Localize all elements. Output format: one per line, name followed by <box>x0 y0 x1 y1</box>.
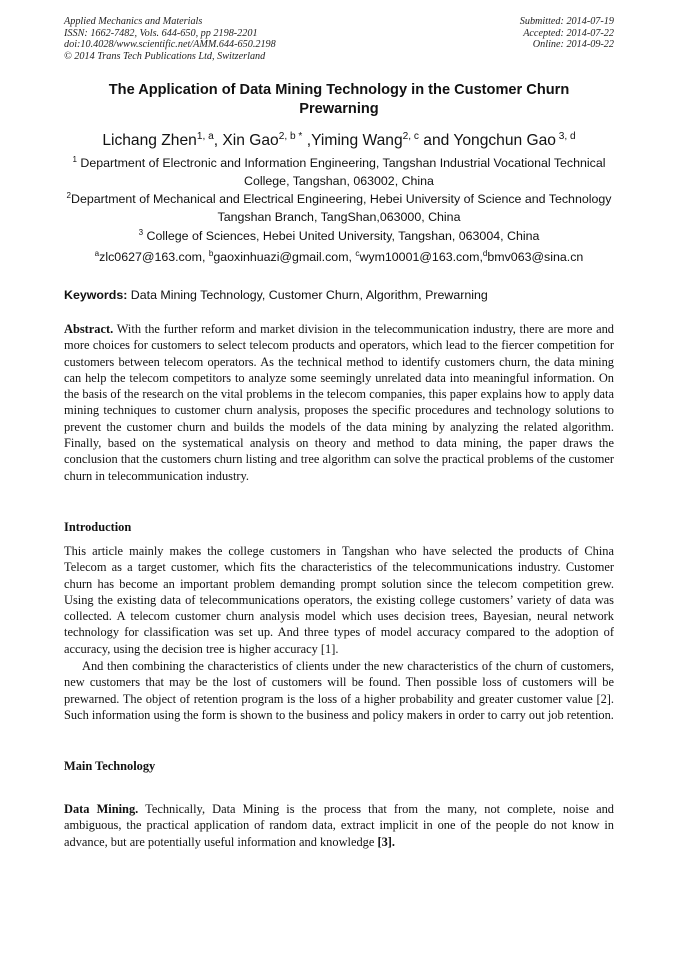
affiliation-number: 2 <box>66 190 72 200</box>
accepted-date: Accepted: 2014-07-22 <box>523 27 614 39</box>
affiliation-2 <box>60 191 618 226</box>
section-heading-introduction: Introduction <box>64 520 132 534</box>
abstract-text: With the further reform and market division in the telecommunication industry, there are more and more choices for customers to select telecom products and operators, which lead to the fiercer competition for customers between telecom operators. As the technical method to identify customers churn, the data mining can help the telecom competitors to analyze some seemingly unrelated data into meaningful information. On the basis of the research on the vital problems in the telecom companies, this paper explains how to apply data mining techniques to customer churn analysis, proposes the specific procedures and technology solutions to prevent the customer churn and builds the models of the data mining by analyzing the related algorithm. Finally, based on the systematical analysis on theory and method to data mining, the paper draws the conclusion that the customers churn listing and tree algorithm can solve the practical problems of the customer churn in telecommunication industry. <box>64 322 614 483</box>
affiliation-1 <box>60 155 618 190</box>
author-list <box>40 131 638 151</box>
abstract <box>64 321 614 484</box>
author-name: Lichang Zhen <box>102 132 197 149</box>
email-address: wym10001@163.com, <box>359 250 483 264</box>
affiliation-text: Department of Mechanical and Electrical Engineering, Hebei University of Science and Technology Tangshan Branch, TangShan,063000, China <box>71 192 612 224</box>
affiliation-text: Department of Electronic and Information Engineering, Tangshan Industrial Vocational Technical College, Tangshan, 063002, China <box>76 156 606 188</box>
online-date: Online: 2014-09-22 <box>532 39 614 51</box>
author-marker: 2, b * <box>278 130 303 142</box>
data-mining-paragraph <box>64 801 614 850</box>
author-separator: , <box>302 132 312 149</box>
author-separator: and <box>418 132 454 149</box>
email-marker: d <box>482 248 488 258</box>
author-marker: 1, a <box>196 130 214 142</box>
doi-line: doi:10.4028/www.scientific.net/AMM.644-650.2198 <box>64 39 276 51</box>
copyright-line: © 2014 Trans Tech Publications Ltd, Switzerland <box>64 50 266 62</box>
section-heading-main-technology: Main Technology <box>64 759 156 773</box>
paper-title: The Application of Data Mining Technology in the Customer Churn Prewarning <box>108 82 570 117</box>
email-address: zlc0627@163.com, <box>99 250 209 264</box>
affiliation-3 <box>60 228 618 246</box>
affiliation-text: College of Sciences, Hebei United University, Tangshan, 063004, China <box>143 229 540 243</box>
dates-header <box>520 16 614 51</box>
submitted-date: Submitted: 2014-07-19 <box>519 16 614 27</box>
citation-ref: [3]. <box>377 834 395 849</box>
issn-line: ISSN: 1662-7482, Vols. 644-650, pp 2198-2201 <box>64 27 258 39</box>
journal-header <box>64 16 276 62</box>
author-name: Xin Gao <box>222 132 279 149</box>
email-marker: c <box>355 248 360 258</box>
email-marker: a <box>94 248 100 258</box>
author-name: Yiming Wang <box>311 132 403 149</box>
author-name: Yongchun Gao <box>453 132 556 149</box>
email-marker: b <box>208 248 214 258</box>
author-marker: 2, c <box>402 130 419 142</box>
affiliation-number: 1 <box>72 154 77 164</box>
data-mining-text: Technically, Data Mining is the process that from the many, not complete, noise and ambiguous, the practical application of random data, extract implicit in one of the people do not know in advance, but are potentially useful information and knowledge <box>64 802 614 849</box>
introduction-paragraph-1: This article mainly makes the college customers in Tangshan who have selected the products of China Telecom as a target customer, which fits the characteristics of the telecommunications industry. Customer churn has become an important problem demanding prompt solution since the telecom competition grew. Using the existing data of telecommunications operators, the existing college customers’ variety of data was collected. A telecom customer churn analysis model which uses decision trees, Bayesian, neural network technology for classification was set up. And three types of model accuracy compared to the adoption of accuracy, using the decision tree is higher accuracy [1]. <box>64 544 614 656</box>
email-address: gaoxinhuazi@gmail.com, <box>213 250 356 264</box>
introduction-paragraph-2: And then combining the characteristics of clients under the new characteristics of the churn of customers, new customers that may be the lost of customers will be found. Then possible loss of customers will be prewarned. The object of retention program is the loss of a higher probability and greater customer value [2]. Such information using the form is shown to the business and policy makers in order to carry out job retention. <box>64 659 614 722</box>
keywords-text: Data Mining Technology, Customer Churn, Algorithm, Prewarning <box>127 288 488 302</box>
author-separator: , <box>213 132 223 149</box>
email-list <box>60 249 618 267</box>
journal-name: Applied Mechanics and Materials <box>64 16 203 27</box>
affiliation-number: 3 <box>138 227 144 237</box>
keywords <box>64 287 624 303</box>
abstract-label: Abstract. <box>64 322 114 336</box>
author-marker: 3, d <box>555 130 576 142</box>
email-address: bmv063@sina.cn <box>487 250 584 264</box>
data-mining-label: Data Mining. <box>64 802 139 816</box>
keywords-label: Keywords: <box>64 288 128 302</box>
